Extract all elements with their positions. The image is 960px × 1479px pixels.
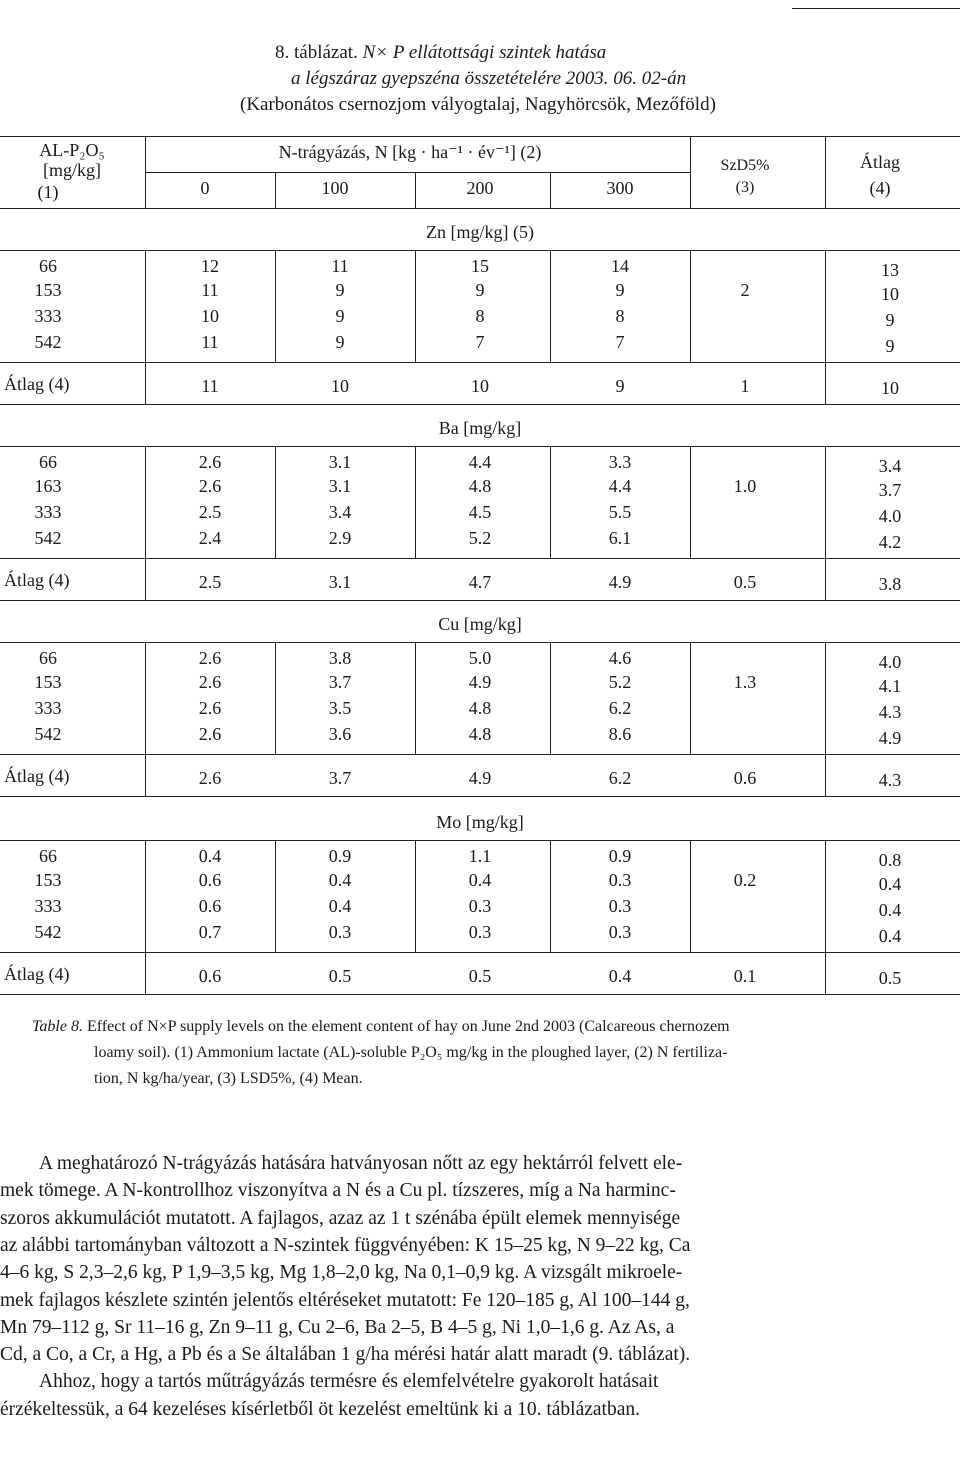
mean-value: 9 [885,310,895,330]
average-lsd: 0.6 [733,768,757,788]
column-rule [690,642,691,754]
p-label-2: [mg/kg] [43,160,101,180]
value-cell: 5.2 [468,528,492,548]
average-value: 0.5 [468,966,492,986]
mean-header: Átlag [860,152,900,172]
average-rule [0,362,960,363]
value-cell: 8 [475,306,485,326]
average-value: 3.7 [328,768,352,788]
value-cell: 4.9 [468,672,492,692]
average-rule [0,558,960,559]
section-rule [0,446,960,447]
body-line: Mn 79–112 g, Sr 11–16 g, Zn 9–11 g, Cu 2–6, Ba 2–5, B 4–5 g, Ni 1,0–1,6 g. Az As, a [0,1316,675,1338]
caption-line-3: (Karbonátos csernozjom vályogtalaj, Nagyhörcsök, Mezőföld) [240,94,716,115]
value-cell: 4.6 [608,648,632,668]
average-mean: 10 [881,378,899,398]
value-cell: 0.6 [198,896,222,916]
body-line: érzékeltessük, a 64 kezeléses kísérletből öt kezelést emeltünk ki a 10. táblázatban. [0,1398,640,1420]
column-rule [825,558,826,600]
mean-value: 0.8 [878,850,902,870]
value-cell: 2.6 [198,724,222,744]
value-cell: 3.1 [328,476,352,496]
section-title: Zn [mg/kg] (5) [426,222,534,242]
column-rule [550,642,551,754]
column-rule [690,840,691,952]
caption-line-2: a légszáraz gyepszéna összetételére 2003. 06. 02-án [291,68,687,89]
p-level: 542 [34,528,62,548]
average-rule [0,754,960,755]
column-rule [690,136,691,208]
value-cell: 0.3 [328,922,352,942]
value-cell: 8.6 [608,724,632,744]
mean-value: 10 [881,284,899,304]
body-line: mek tömege. A N-kontrollhoz viszonyítva a N és a Cu pl. tízszeres, míg a Na harminc- [0,1180,676,1202]
average-mean: 3.8 [878,574,902,594]
average-value: 4.7 [468,572,492,592]
p-level: 333 [34,502,62,522]
value-cell: 0.6 [198,870,222,890]
average-value: 0.4 [608,966,632,986]
mean-value: 4.2 [878,532,902,552]
value-cell: 0.3 [608,896,632,916]
mean-header-ref: (4) [869,178,891,198]
value-cell: 9 [335,332,345,352]
column-rule [690,250,691,362]
value-cell: 4.8 [468,476,492,496]
body-line: szoros akkumulációt mutatott. A fajlagos, azaz az 1 t szénába épült elemek mennyisége [0,1207,681,1229]
body-line: az alábbi tartományban változott a N-szintek függvényében: K 15–25 kg, N 9–22 kg, Ca [0,1234,691,1256]
value-cell: 4.8 [468,724,492,744]
section-bottom-rule [0,796,960,797]
lsd-header-ref: (3) [735,179,755,196]
lsd-value: 1.0 [733,476,757,496]
column-rule [415,446,416,558]
value-cell: 9 [335,280,345,300]
value-cell: 3.6 [328,724,352,744]
value-cell: 4.4 [468,452,492,472]
section-title: Cu [mg/kg] [438,614,522,634]
value-cell: 0.3 [608,870,632,890]
n-level-300: 300 [606,178,634,198]
mean-value: 3.4 [878,456,902,476]
p-level: 66 [39,256,57,276]
column-rule [825,952,826,994]
body-line: Cd, a Co, a Cr, a Hg, a Pb és a Se általában 1 g/ha mérési határ alatt maradt (9. táblázat). [0,1344,691,1366]
column-rule [145,136,146,208]
column-rule [145,558,146,600]
average-label: Átlag (4) [4,964,70,984]
column-rule [275,840,276,952]
body-line: 4–6 kg, S 2,3–2,6 kg, P 1,9–3,5 kg, Mg 1,8–2,0 kg, Na 0,1–0,9 kg. A vizsgált mikroele- [0,1262,683,1284]
average-label: Átlag (4) [4,570,70,590]
p-level: 333 [34,896,62,916]
column-rule [145,754,146,796]
top-rule [792,8,960,9]
p-level: 542 [34,922,62,942]
average-value: 10 [471,376,489,396]
section-title: Mo [mg/kg] [436,812,524,832]
column-rule [415,840,416,952]
value-cell: 0.9 [608,846,632,866]
average-value: 0.6 [198,966,222,986]
column-rule [550,172,551,208]
value-cell: 3.5 [328,698,352,718]
column-rule [145,362,146,404]
section-rule [0,840,960,841]
mean-value: 3.7 [878,480,902,500]
column-rule [825,362,826,404]
value-cell: 9 [615,280,625,300]
p-level: 66 [39,846,57,866]
value-cell: 0.4 [468,870,492,890]
value-cell: 7 [475,332,485,352]
value-cell: 2.5 [198,502,222,522]
average-value: 0.5 [328,966,352,986]
column-rule [145,446,146,558]
mean-value: 9 [885,336,895,356]
value-cell: 3.7 [328,672,352,692]
value-cell: 2.6 [198,698,222,718]
value-cell: 6.2 [608,698,632,718]
value-cell: 0.3 [468,896,492,916]
n-header-rule [145,172,690,173]
average-label: Átlag (4) [4,374,70,394]
value-cell: 4.4 [608,476,632,496]
value-cell: 0.3 [468,922,492,942]
average-value: 3.1 [328,572,352,592]
value-cell: 11 [201,332,219,352]
average-lsd: 0.5 [733,572,757,592]
column-rule [145,250,146,362]
value-cell: 0.4 [328,870,352,890]
mean-value: 0.4 [878,900,902,920]
body-line: A meghatározó N-trágyázás hatására hatványosan nőtt az egy hektárról felvett ele- [0,1153,683,1174]
average-lsd: 0.1 [733,966,757,986]
column-rule [825,754,826,796]
value-cell: 2.9 [328,528,352,548]
mean-value: 13 [881,260,899,280]
lsd-value: 1.3 [733,672,757,692]
n-level-200: 200 [466,178,494,198]
p-level: 163 [34,476,62,496]
column-rule [275,172,276,208]
value-cell: 11 [201,280,219,300]
column-rule [825,642,826,754]
value-cell: 0.7 [198,922,222,942]
column-rule [550,250,551,362]
value-cell: 9 [475,280,485,300]
value-cell: 5.0 [468,648,492,668]
p-level: 66 [39,452,57,472]
value-cell: 6.1 [608,528,632,548]
p-level: 542 [34,332,62,352]
p-level: 153 [34,672,62,692]
average-value: 2.5 [198,572,222,592]
value-cell: 15 [471,256,489,276]
value-cell: 7 [615,332,625,352]
section-bottom-rule [0,994,960,995]
value-cell: 0.3 [608,922,632,942]
average-mean: 4.3 [878,770,902,790]
column-rule [825,250,826,362]
mean-value: 4.0 [878,506,902,526]
p-level: 542 [34,724,62,744]
n-level-100: 100 [321,178,349,198]
value-cell: 4.8 [468,698,492,718]
value-cell: 14 [611,256,629,276]
value-cell: 2.6 [198,672,222,692]
value-cell: 0.4 [198,846,222,866]
average-mean: 0.5 [878,968,902,988]
value-cell: 3.4 [328,502,352,522]
value-cell: 2.6 [198,452,222,472]
column-rule [275,642,276,754]
lsd-value: 0.2 [733,870,757,890]
value-cell: 5.5 [608,502,632,522]
value-cell: 0.9 [328,846,352,866]
average-value: 4.9 [468,768,492,788]
lsd-header: SzD5% [720,157,770,174]
p-label-1: AL-P₂O₅ [39,140,105,160]
mean-value: 4.0 [878,652,902,672]
value-cell: 1.1 [468,846,492,866]
value-cell: 8 [615,306,625,326]
n-level-0: 0 [200,178,210,198]
p-level: 66 [39,648,57,668]
caption-table-number: 8. táblázat. [275,42,358,63]
average-lsd: 1 [740,376,750,396]
p-label-3: (1) [37,182,59,202]
value-cell: 3.3 [608,452,632,472]
table-top-rule [0,136,960,137]
average-value: 10 [331,376,349,396]
english-caption-line-3: tion, N kg/ha/year, (3) LSD5%, (4) Mean. [94,1070,363,1087]
average-value: 4.9 [608,572,632,592]
column-rule [415,642,416,754]
section-bottom-rule [0,600,960,601]
caption-title: N× P ellátottsági szintek hatása [362,42,607,63]
english-caption-line-2: loamy soil). (1) Ammonium lactate (AL)-soluble P₂O₅ mg/kg in the ploughed layer, (2) N fertiliza- [94,1044,728,1061]
column-rule [825,840,826,952]
value-cell: 3.1 [328,452,352,472]
average-value: 6.2 [608,768,632,788]
section-rule [0,250,960,251]
column-rule [690,446,691,558]
mean-value: 4.1 [878,676,902,696]
value-cell: 5.2 [608,672,632,692]
value-cell: 3.8 [328,648,352,668]
column-rule [550,840,551,952]
data-table [0,136,960,1006]
value-cell: 0.4 [328,896,352,916]
n-fertilization-title: N-trágyázás, N [kg · ha⁻¹ · év⁻¹] (2) [278,142,542,162]
body-line: mek fajlagos készlete szintén jelentős eltéréseket mutatott: Fe 120–185 g, Al 100–144 g, [0,1289,690,1311]
p-level: 333 [34,306,62,326]
mean-value: 0.4 [878,926,902,946]
column-rule [275,250,276,362]
average-value: 9 [615,376,625,396]
value-cell: 9 [335,306,345,326]
column-rule [275,446,276,558]
mean-value: 4.3 [878,702,902,722]
p-level: 153 [34,280,62,300]
lsd-value: 2 [740,280,750,300]
header-bottom-rule [0,208,960,209]
value-cell: 11 [331,256,349,276]
column-rule [825,136,826,208]
mean-value: 4.9 [878,728,902,748]
column-rule [825,446,826,558]
section-title: Ba [mg/kg] [438,418,522,438]
column-rule [550,446,551,558]
english-caption-line-1: Table 8. Effect of N×P supply levels on the element content of hay on June 2nd 2003 (Calcareous chernozem [32,1018,730,1035]
p-level: 333 [34,698,62,718]
section-rule [0,642,960,643]
average-label: Átlag (4) [4,766,70,786]
column-rule [145,952,146,994]
column-rule [145,642,146,754]
value-cell: 2.6 [198,648,222,668]
caption-line-1 [275,40,606,65]
column-rule [145,840,146,952]
column-rule [415,172,416,208]
mean-value: 0.4 [878,874,902,894]
value-cell: 4.5 [468,502,492,522]
average-rule [0,952,960,953]
p-level: 153 [34,870,62,890]
value-cell: 2.4 [198,528,222,548]
average-value: 11 [201,376,219,396]
column-rule [415,250,416,362]
value-cell: 10 [201,306,219,326]
body-line: Ahhoz, hogy a tartós műtrágyázás termésre és elemfelvételre gyakorolt hatásait [0,1371,659,1393]
average-value: 2.6 [198,768,222,788]
section-bottom-rule [0,404,960,405]
value-cell: 2.6 [198,476,222,496]
value-cell: 12 [201,256,219,276]
